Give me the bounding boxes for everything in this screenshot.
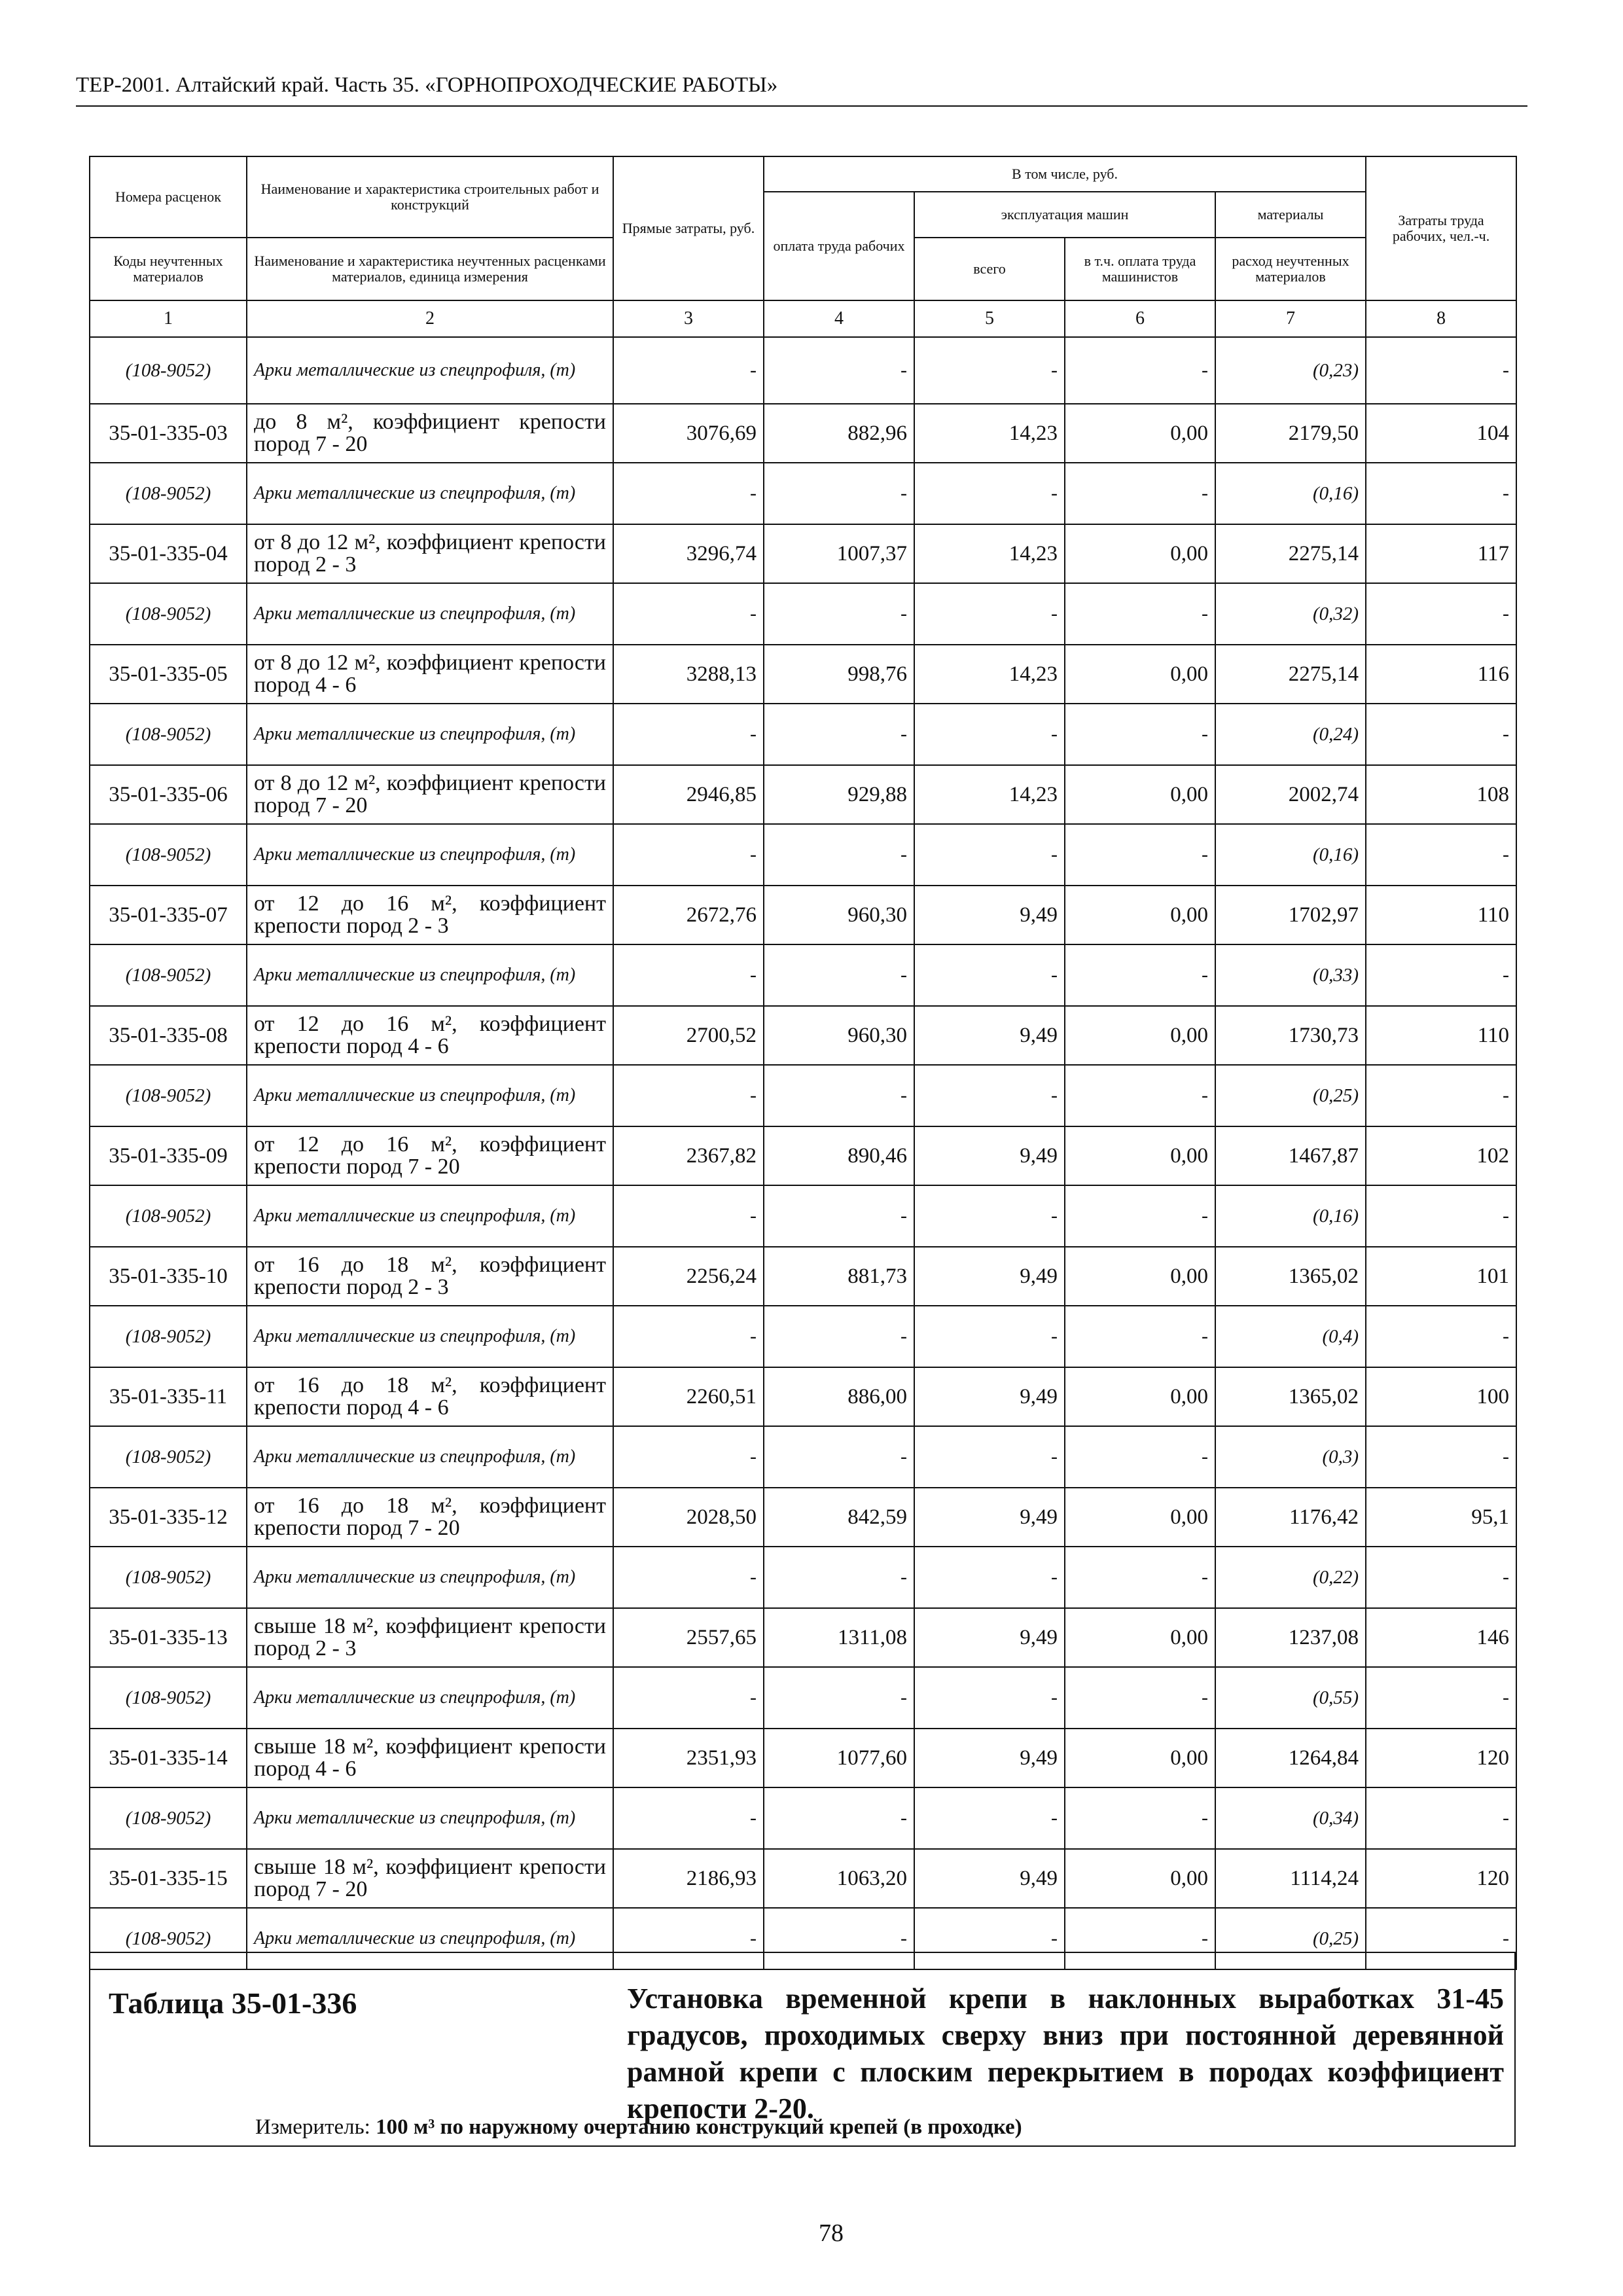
labor-hours: 120 bbox=[1366, 1729, 1516, 1787]
dash-cell: - bbox=[613, 824, 764, 886]
material-row bbox=[90, 1185, 1516, 1247]
column-number: 6 bbox=[1065, 300, 1215, 337]
machines-total: 14,23 bbox=[914, 645, 1065, 704]
labor-pay: 960,30 bbox=[764, 886, 914, 944]
material-name: Арки металлические из спецпрофиля, (т) bbox=[247, 1185, 613, 1247]
dash-cell: - bbox=[764, 1908, 914, 1969]
dash-cell: - bbox=[764, 1185, 914, 1247]
material-quantity: (0,32) bbox=[1215, 583, 1366, 645]
dash-cell: - bbox=[914, 704, 1065, 765]
rate-row bbox=[90, 1006, 1516, 1065]
head-operators-pay: в т.ч. оплата труда машинистов bbox=[1065, 238, 1215, 300]
rate-row bbox=[90, 1247, 1516, 1306]
material-quantity: (0,23) bbox=[1215, 337, 1366, 404]
material-code: (108-9052) bbox=[90, 1908, 247, 1969]
operators-pay: 0,00 bbox=[1065, 765, 1215, 824]
dash-cell: - bbox=[914, 337, 1065, 404]
direct-costs: 2028,50 bbox=[613, 1488, 764, 1547]
operators-pay: 0,00 bbox=[1065, 1849, 1215, 1908]
rate-code: 35-01-335-13 bbox=[90, 1608, 247, 1667]
dash-cell: - bbox=[613, 1787, 764, 1849]
materials-cost: 1467,87 bbox=[1215, 1126, 1366, 1185]
rate-code: 35-01-335-04 bbox=[90, 524, 247, 583]
direct-costs: 2256,24 bbox=[613, 1247, 764, 1306]
rate-code: 35-01-335-11 bbox=[90, 1367, 247, 1426]
head-machines: эксплуатация машин bbox=[914, 192, 1215, 238]
operators-pay: 0,00 bbox=[1065, 1608, 1215, 1667]
table-caption-box bbox=[89, 1952, 1516, 2147]
dash-cell: - bbox=[1366, 337, 1516, 404]
dash-cell: - bbox=[764, 1306, 914, 1367]
rate-description: от 8 до 12 м², коэффициент крепости пород 7 - 20 bbox=[247, 765, 613, 824]
materials-cost: 1264,84 bbox=[1215, 1729, 1366, 1787]
material-row bbox=[90, 704, 1516, 765]
rate-code: 35-01-335-10 bbox=[90, 1247, 247, 1306]
dash-cell: - bbox=[764, 1547, 914, 1608]
material-quantity: (0,24) bbox=[1215, 704, 1366, 765]
rate-code: 35-01-335-09 bbox=[90, 1126, 247, 1185]
labor-hours: 146 bbox=[1366, 1608, 1516, 1667]
page-number: 78 bbox=[819, 2219, 844, 2247]
rate-code: 35-01-335-15 bbox=[90, 1849, 247, 1908]
material-row bbox=[90, 1306, 1516, 1367]
dash-cell: - bbox=[1366, 1065, 1516, 1126]
labor-pay: 929,88 bbox=[764, 765, 914, 824]
materials-cost: 1730,73 bbox=[1215, 1006, 1366, 1065]
material-code: (108-9052) bbox=[90, 1306, 247, 1367]
labor-hours: 116 bbox=[1366, 645, 1516, 704]
machines-total: 9,49 bbox=[914, 1126, 1065, 1185]
materials-cost: 1114,24 bbox=[1215, 1849, 1366, 1908]
column-number: 7 bbox=[1215, 300, 1366, 337]
dash-cell: - bbox=[914, 463, 1065, 524]
direct-costs: 2946,85 bbox=[613, 765, 764, 824]
dash-cell: - bbox=[613, 583, 764, 645]
dash-cell: - bbox=[613, 1306, 764, 1367]
dash-cell: - bbox=[1065, 463, 1215, 524]
direct-costs: 3076,69 bbox=[613, 404, 764, 463]
machines-total: 9,49 bbox=[914, 1849, 1065, 1908]
materials-cost: 1702,97 bbox=[1215, 886, 1366, 944]
dash-cell: - bbox=[764, 337, 914, 404]
rate-row bbox=[90, 1488, 1516, 1547]
machines-total: 9,49 bbox=[914, 1488, 1065, 1547]
rate-description: от 8 до 12 м², коэффициент крепости пород 2 - 3 bbox=[247, 524, 613, 583]
material-code: (108-9052) bbox=[90, 463, 247, 524]
column-number: 3 bbox=[613, 300, 764, 337]
dash-cell: - bbox=[1065, 1426, 1215, 1488]
material-code: (108-9052) bbox=[90, 824, 247, 886]
rate-row bbox=[90, 765, 1516, 824]
material-code: (108-9052) bbox=[90, 704, 247, 765]
dash-cell: - bbox=[764, 944, 914, 1006]
labor-hours: 117 bbox=[1366, 524, 1516, 583]
dash-cell: - bbox=[1065, 1306, 1215, 1367]
materials-cost: 2179,50 bbox=[1215, 404, 1366, 463]
dash-cell: - bbox=[1366, 463, 1516, 524]
machines-total: 9,49 bbox=[914, 1247, 1065, 1306]
machines-total: 9,49 bbox=[914, 1729, 1065, 1787]
rate-description: свыше 18 м², коэффициент крепости пород 2 - 3 bbox=[247, 1608, 613, 1667]
rates-table bbox=[89, 156, 1517, 1970]
operators-pay: 0,00 bbox=[1065, 1006, 1215, 1065]
material-name: Арки металлические из спецпрофиля, (т) bbox=[247, 463, 613, 524]
rate-description: от 16 до 18 м², коэффициент крепости пород 4 - 6 bbox=[247, 1367, 613, 1426]
dash-cell: - bbox=[1366, 1667, 1516, 1729]
direct-costs: 2351,93 bbox=[613, 1729, 764, 1787]
dash-cell: - bbox=[764, 1426, 914, 1488]
rate-description: от 12 до 16 м², коэффициент крепости пород 2 - 3 bbox=[247, 886, 613, 944]
machines-total: 9,49 bbox=[914, 886, 1065, 944]
material-code: (108-9052) bbox=[90, 1065, 247, 1126]
direct-costs: 2186,93 bbox=[613, 1849, 764, 1908]
dash-cell: - bbox=[613, 1908, 764, 1969]
rate-row bbox=[90, 1126, 1516, 1185]
materials-cost: 1176,42 bbox=[1215, 1488, 1366, 1547]
dash-cell: - bbox=[1065, 1787, 1215, 1849]
column-number: 4 bbox=[764, 300, 914, 337]
dash-cell: - bbox=[914, 1908, 1065, 1969]
labor-pay: 1311,08 bbox=[764, 1608, 914, 1667]
dash-cell: - bbox=[1065, 1667, 1215, 1729]
dash-cell: - bbox=[1366, 1908, 1516, 1969]
material-name: Арки металлические из спецпрофиля, (т) bbox=[247, 1667, 613, 1729]
operators-pay: 0,00 bbox=[1065, 1126, 1215, 1185]
operators-pay: 0,00 bbox=[1065, 886, 1215, 944]
dash-cell: - bbox=[914, 1667, 1065, 1729]
operators-pay: 0,00 bbox=[1065, 524, 1215, 583]
dash-cell: - bbox=[914, 1306, 1065, 1367]
material-name: Арки металлические из спецпрофиля, (т) bbox=[247, 1065, 613, 1126]
column-number: 5 bbox=[914, 300, 1065, 337]
labor-hours: 110 bbox=[1366, 1006, 1516, 1065]
rate-description: от 12 до 16 м², коэффициент крепости пород 7 - 20 bbox=[247, 1126, 613, 1185]
material-quantity: (0,34) bbox=[1215, 1787, 1366, 1849]
operators-pay: 0,00 bbox=[1065, 1247, 1215, 1306]
dash-cell: - bbox=[914, 583, 1065, 645]
column-number: 2 bbox=[247, 300, 613, 337]
dash-cell: - bbox=[914, 1787, 1065, 1849]
dash-cell: - bbox=[764, 583, 914, 645]
dash-cell: - bbox=[764, 704, 914, 765]
rate-code: 35-01-335-05 bbox=[90, 645, 247, 704]
material-row bbox=[90, 1787, 1516, 1849]
dash-cell: - bbox=[1065, 944, 1215, 1006]
rate-description: до 8 м², коэффициент крепости пород 7 - 20 bbox=[247, 404, 613, 463]
material-quantity: (0,22) bbox=[1215, 1547, 1366, 1608]
dash-cell: - bbox=[914, 944, 1065, 1006]
material-quantity: (0,25) bbox=[1215, 1065, 1366, 1126]
material-quantity: (0,55) bbox=[1215, 1667, 1366, 1729]
meter-line bbox=[255, 2115, 1022, 2140]
material-row bbox=[90, 583, 1516, 645]
material-name: Арки металлические из спецпрофиля, (т) bbox=[247, 704, 613, 765]
dash-cell: - bbox=[613, 1547, 764, 1608]
machines-total: 9,49 bbox=[914, 1006, 1065, 1065]
material-name: Арки металлические из спецпрофиля, (т) bbox=[247, 824, 613, 886]
dash-cell: - bbox=[613, 463, 764, 524]
labor-pay: 842,59 bbox=[764, 1488, 914, 1547]
materials-cost: 1237,08 bbox=[1215, 1608, 1366, 1667]
dash-cell: - bbox=[914, 1065, 1065, 1126]
material-quantity: (0,33) bbox=[1215, 944, 1366, 1006]
material-code: (108-9052) bbox=[90, 1547, 247, 1608]
dash-cell: - bbox=[1065, 1185, 1215, 1247]
dash-cell: - bbox=[613, 1065, 764, 1126]
header-rule bbox=[76, 105, 1527, 107]
labor-pay: 881,73 bbox=[764, 1247, 914, 1306]
material-quantity: (0,3) bbox=[1215, 1426, 1366, 1488]
material-code: (108-9052) bbox=[90, 337, 247, 404]
material-row bbox=[90, 824, 1516, 886]
material-row bbox=[90, 1667, 1516, 1729]
dash-cell: - bbox=[764, 463, 914, 524]
machines-total: 9,49 bbox=[914, 1367, 1065, 1426]
dash-cell: - bbox=[1065, 1065, 1215, 1126]
dash-cell: - bbox=[1366, 824, 1516, 886]
material-row bbox=[90, 1426, 1516, 1488]
page-header: ТЕР-2001. Алтайский край. Часть 35. «ГОРНОПРОХОДЧЕСКИЕ РАБОТЫ» bbox=[76, 73, 778, 97]
rate-row bbox=[90, 524, 1516, 583]
material-row bbox=[90, 944, 1516, 1006]
rate-row bbox=[90, 645, 1516, 704]
rate-code: 35-01-335-14 bbox=[90, 1729, 247, 1787]
material-name: Арки металлические из спецпрофиля, (т) bbox=[247, 337, 613, 404]
materials-cost: 1365,02 bbox=[1215, 1247, 1366, 1306]
dash-cell: - bbox=[1366, 704, 1516, 765]
material-row bbox=[90, 337, 1516, 404]
labor-hours: 108 bbox=[1366, 765, 1516, 824]
dash-cell: - bbox=[764, 824, 914, 886]
dash-cell: - bbox=[613, 1426, 764, 1488]
labor-pay: 1063,20 bbox=[764, 1849, 914, 1908]
material-name: Арки металлические из спецпрофиля, (т) bbox=[247, 583, 613, 645]
labor-hours: 110 bbox=[1366, 886, 1516, 944]
head-material-cost: расход неучтенных материалов bbox=[1215, 238, 1366, 300]
material-quantity: (0,4) bbox=[1215, 1306, 1366, 1367]
rate-row bbox=[90, 1729, 1516, 1787]
rate-row bbox=[90, 886, 1516, 944]
dash-cell: - bbox=[764, 1065, 914, 1126]
labor-hours: 95,1 bbox=[1366, 1488, 1516, 1547]
dash-cell: - bbox=[1065, 337, 1215, 404]
column-number: 1 bbox=[90, 300, 247, 337]
dash-cell: - bbox=[914, 1185, 1065, 1247]
labor-pay: 890,46 bbox=[764, 1126, 914, 1185]
labor-pay: 960,30 bbox=[764, 1006, 914, 1065]
head-machines-total: всего bbox=[914, 238, 1065, 300]
direct-costs: 2260,51 bbox=[613, 1367, 764, 1426]
head-materials: материалы bbox=[1215, 192, 1366, 238]
rate-description: от 16 до 18 м², коэффициент крепости пород 7 - 20 bbox=[247, 1488, 613, 1547]
rate-code: 35-01-335-08 bbox=[90, 1006, 247, 1065]
material-name: Арки металлические из спецпрофиля, (т) bbox=[247, 1787, 613, 1849]
operators-pay: 0,00 bbox=[1065, 645, 1215, 704]
head-rate-number: Номера расценок bbox=[90, 156, 247, 238]
labor-hours: 102 bbox=[1366, 1126, 1516, 1185]
head-direct-costs: Прямые затраты, руб. bbox=[613, 156, 764, 300]
material-row bbox=[90, 463, 1516, 524]
dash-cell: - bbox=[1065, 824, 1215, 886]
machines-total: 14,23 bbox=[914, 524, 1065, 583]
direct-costs: 2672,76 bbox=[613, 886, 764, 944]
rate-row bbox=[90, 1367, 1516, 1426]
dash-cell: - bbox=[613, 1667, 764, 1729]
dash-cell: - bbox=[764, 1667, 914, 1729]
materials-cost: 2002,74 bbox=[1215, 765, 1366, 824]
rate-row bbox=[90, 404, 1516, 463]
dash-cell: - bbox=[1366, 1426, 1516, 1488]
material-name: Арки металлические из спецпрофиля, (т) bbox=[247, 1908, 613, 1969]
dash-cell: - bbox=[1065, 704, 1215, 765]
material-quantity: (0,16) bbox=[1215, 1185, 1366, 1247]
direct-costs: 2367,82 bbox=[613, 1126, 764, 1185]
direct-costs: 3296,74 bbox=[613, 524, 764, 583]
material-name: Арки металлические из спецпрофиля, (т) bbox=[247, 944, 613, 1006]
rate-code: 35-01-335-03 bbox=[90, 404, 247, 463]
material-quantity: (0,25) bbox=[1215, 1908, 1366, 1969]
labor-pay: 882,96 bbox=[764, 404, 914, 463]
dash-cell: - bbox=[613, 1185, 764, 1247]
dash-cell: - bbox=[1366, 1787, 1516, 1849]
labor-hours: 104 bbox=[1366, 404, 1516, 463]
rate-row bbox=[90, 1608, 1516, 1667]
labor-hours: 120 bbox=[1366, 1849, 1516, 1908]
operators-pay: 0,00 bbox=[1065, 1367, 1215, 1426]
machines-total: 9,49 bbox=[914, 1608, 1065, 1667]
table-label: Таблица 35-01-336 bbox=[109, 1986, 357, 2020]
material-code: (108-9052) bbox=[90, 944, 247, 1006]
operators-pay: 0,00 bbox=[1065, 1729, 1215, 1787]
head-labor-pay: оплата труда рабочих bbox=[764, 192, 914, 300]
rate-description: свыше 18 м², коэффициент крепости пород 4 - 6 bbox=[247, 1729, 613, 1787]
dash-cell: - bbox=[914, 824, 1065, 886]
material-code: (108-9052) bbox=[90, 1185, 247, 1247]
dash-cell: - bbox=[1366, 583, 1516, 645]
rate-code: 35-01-335-12 bbox=[90, 1488, 247, 1547]
rate-code: 35-01-335-06 bbox=[90, 765, 247, 824]
head-including: В том числе, руб. bbox=[764, 156, 1366, 192]
machines-total: 14,23 bbox=[914, 765, 1065, 824]
labor-pay: 1007,37 bbox=[764, 524, 914, 583]
rate-code: 35-01-335-07 bbox=[90, 886, 247, 944]
dash-cell: - bbox=[1366, 1185, 1516, 1247]
material-quantity: (0,16) bbox=[1215, 824, 1366, 886]
direct-costs: 2700,52 bbox=[613, 1006, 764, 1065]
dash-cell: - bbox=[1366, 1547, 1516, 1608]
operators-pay: 0,00 bbox=[1065, 1488, 1215, 1547]
materials-cost: 2275,14 bbox=[1215, 645, 1366, 704]
rate-description: от 8 до 12 м², коэффициент крепости пород 4 - 6 bbox=[247, 645, 613, 704]
material-code: (108-9052) bbox=[90, 1667, 247, 1729]
material-name: Арки металлические из спецпрофиля, (т) bbox=[247, 1426, 613, 1488]
head-material-name: Наименование и характеристика неучтенных расценками материалов, единица измерения bbox=[247, 238, 613, 300]
column-number: 8 bbox=[1366, 300, 1516, 337]
dash-cell: - bbox=[613, 337, 764, 404]
labor-hours: 100 bbox=[1366, 1367, 1516, 1426]
materials-cost: 2275,14 bbox=[1215, 524, 1366, 583]
dash-cell: - bbox=[1065, 1547, 1215, 1608]
head-material-codes: Коды неучтенных материалов bbox=[90, 238, 247, 300]
material-name: Арки металлические из спецпрофиля, (т) bbox=[247, 1306, 613, 1367]
head-labor-hours: Затраты труда рабочих, чел.-ч. bbox=[1366, 156, 1516, 300]
operators-pay: 0,00 bbox=[1065, 404, 1215, 463]
machines-total: 14,23 bbox=[914, 404, 1065, 463]
labor-hours: 101 bbox=[1366, 1247, 1516, 1306]
table-title: Установка временной крепи в наклонных выработках 31-45 градусов, проходимых сверху вниз при постоянной деревянной рамной крепи с плоским перекрытием в породах коэффициент крепости 2-20. bbox=[627, 1982, 1504, 2125]
material-quantity: (0,16) bbox=[1215, 463, 1366, 524]
dash-cell: - bbox=[613, 944, 764, 1006]
labor-pay: 1077,60 bbox=[764, 1729, 914, 1787]
material-code: (108-9052) bbox=[90, 583, 247, 645]
material-name: Арки металлические из спецпрофиля, (т) bbox=[247, 1547, 613, 1608]
labor-pay: 886,00 bbox=[764, 1367, 914, 1426]
dash-cell: - bbox=[914, 1426, 1065, 1488]
dash-cell: - bbox=[764, 1787, 914, 1849]
dash-cell: - bbox=[1366, 944, 1516, 1006]
meter-label: Измеритель: bbox=[255, 2115, 370, 2139]
direct-costs: 2557,65 bbox=[613, 1608, 764, 1667]
rate-description: от 16 до 18 м², коэффициент крепости пород 2 - 3 bbox=[247, 1247, 613, 1306]
rate-row bbox=[90, 1849, 1516, 1908]
material-row bbox=[90, 1065, 1516, 1126]
direct-costs: 3288,13 bbox=[613, 645, 764, 704]
material-code: (108-9052) bbox=[90, 1426, 247, 1488]
materials-cost: 1365,02 bbox=[1215, 1367, 1366, 1426]
rate-description: свыше 18 м², коэффициент крепости пород 7 - 20 bbox=[247, 1849, 613, 1908]
labor-pay: 998,76 bbox=[764, 645, 914, 704]
dash-cell: - bbox=[613, 704, 764, 765]
rate-description: от 12 до 16 м², коэффициент крепости пород 4 - 6 bbox=[247, 1006, 613, 1065]
meter-value: 100 м³ по наружному очертанию конструкций крепей (в проходке) bbox=[376, 2115, 1022, 2139]
dash-cell: - bbox=[1366, 1306, 1516, 1367]
dash-cell: - bbox=[914, 1547, 1065, 1608]
dash-cell: - bbox=[1065, 1908, 1215, 1969]
material-row bbox=[90, 1547, 1516, 1608]
material-code: (108-9052) bbox=[90, 1787, 247, 1849]
dash-cell: - bbox=[1065, 583, 1215, 645]
head-work-name: Наименование и характеристика строительных работ и конструкций bbox=[247, 156, 613, 238]
